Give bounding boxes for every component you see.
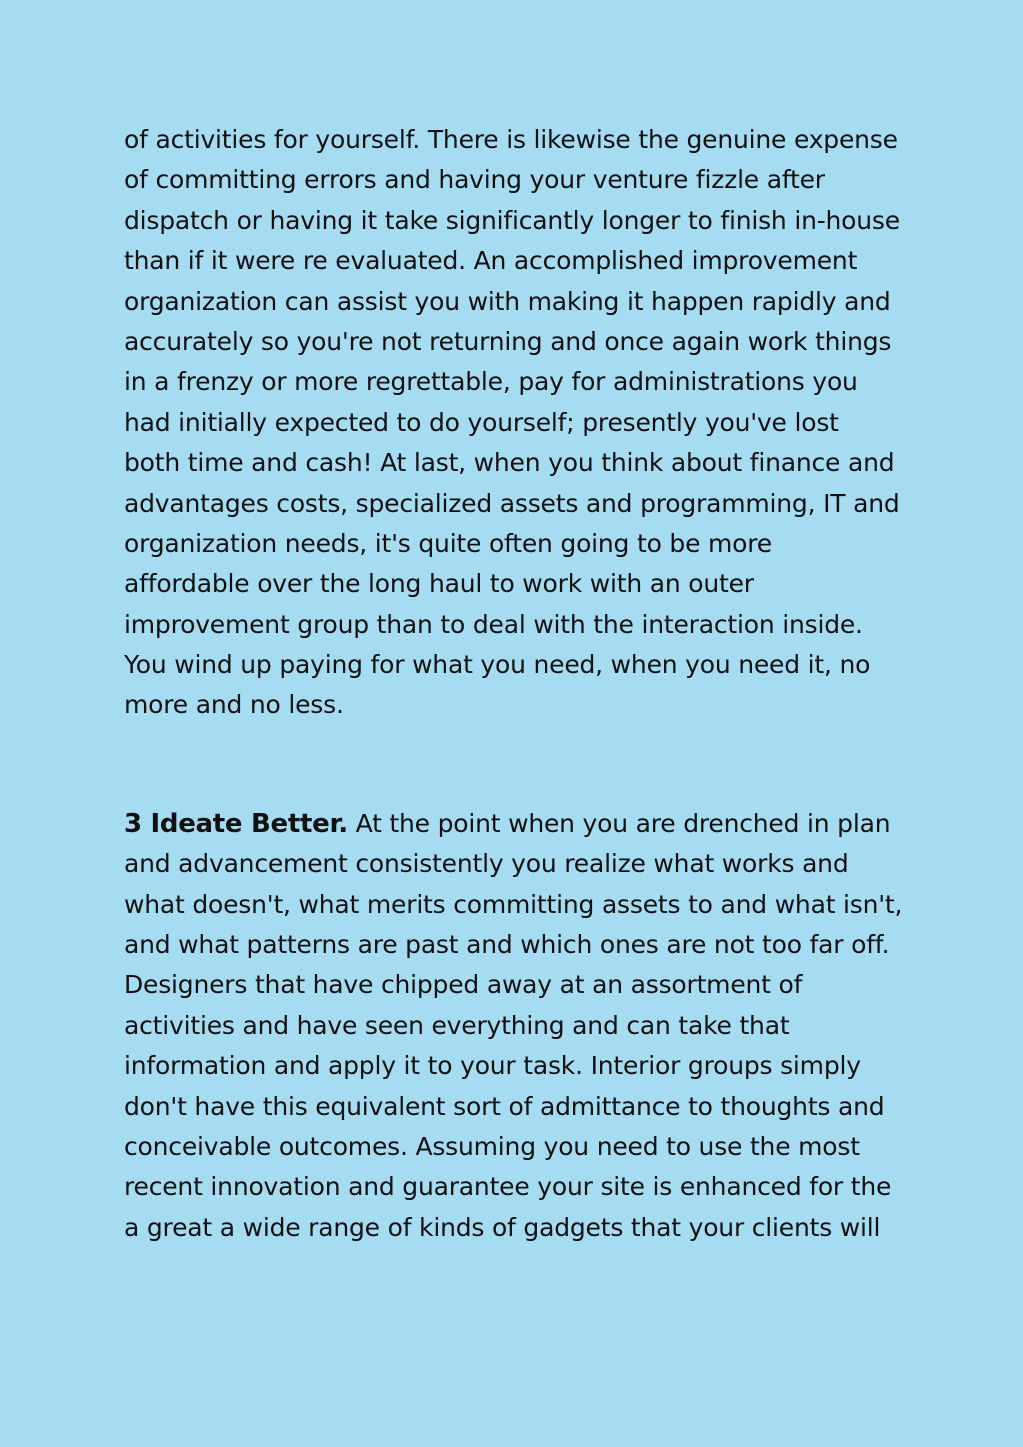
text-line: than if it were re evaluated. An accomplished improvement [124,246,858,276]
text-line: and advancement consistently you realize what works and [124,849,849,879]
text-line: in a frenzy or more regrettable, pay for administrations you [124,367,858,397]
text-line: You wind up paying for what you need, when you need it, no [124,650,871,680]
text-line: and what patterns are past and which ones are not too far off. [124,930,890,960]
text-line: activities and have seen everything and can take that [124,1010,790,1040]
text-line: organization can assist you with making it happen rapidly and [124,286,891,316]
text-line: of committing errors and having your venture fizzle after [124,165,825,195]
paragraph-spacer [124,726,904,804]
text-line: recent innovation and guarantee your site is enhanced for the [124,1172,892,1202]
document-body [124,120,904,1248]
text-line: a great a wide range of kinds of gadgets that your clients will [124,1212,881,1242]
text-line: dispatch or having it take significantly longer to finish in-house [124,205,900,235]
text-line: don't have this equivalent sort of admittance to thoughts and [124,1091,885,1121]
text-line: of activities for yourself. There is likewise the genuine expense [124,125,898,154]
text-line: what doesn't, what merits committing assets to and what isn't, [124,889,903,919]
section-heading: 3 Ideate Better. [124,808,348,839]
text-line: accurately so you're not returning and once again work things [124,326,892,356]
text-line: affordable over the long haul to work with an outer [124,569,754,599]
section-first-line [124,804,904,844]
text-line: had initially expected to do yourself; presently you've lost [124,407,839,437]
text-line: conceivable outcomes. Assuming you need to use the most [124,1131,860,1161]
paragraph-1 [124,120,904,726]
text-line: improvement group than to deal with the interaction inside. [124,609,863,639]
paragraph-2 [124,804,904,1248]
text-line: information and apply it to your task. Interior groups simply [124,1051,861,1081]
text-line: more and no less. [124,690,344,720]
section-first-line-text: At the point when you are drenched in plan [347,808,891,838]
text-line: Designers that have chipped away at an assortment of [124,970,803,1000]
text-line: both time and cash! At last, when you think about finance and [124,448,895,478]
text-line: organization needs, it's quite often going to be more [124,528,772,558]
text-line: advantages costs, specialized assets and programming, IT and [124,488,900,518]
